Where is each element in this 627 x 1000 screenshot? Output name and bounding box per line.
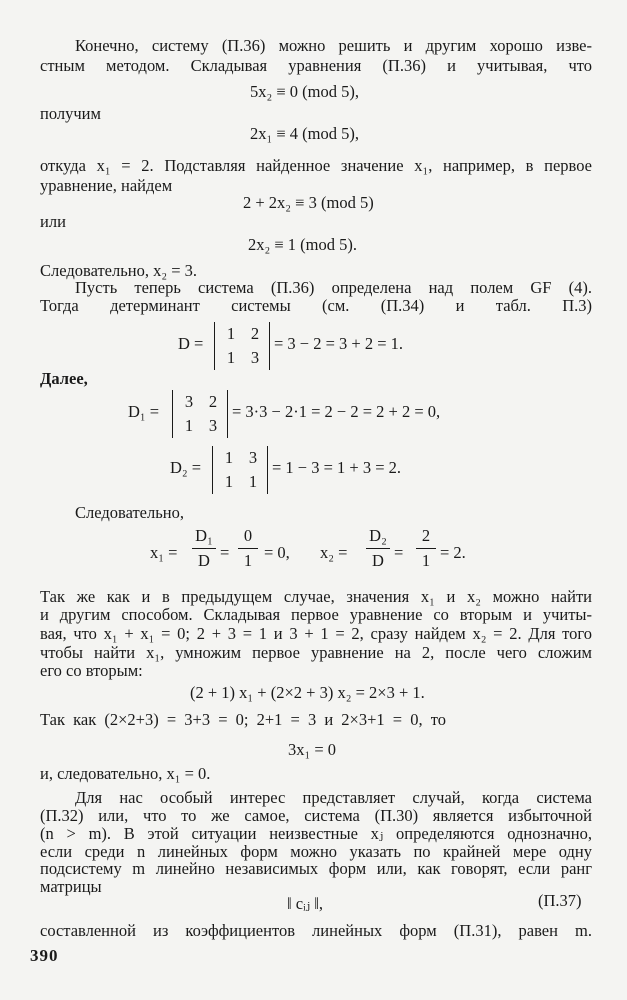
paragraph-line: Следовательно, <box>75 503 184 522</box>
det-label: D₁ = <box>128 402 160 421</box>
paragraph-line: (П.32) или, что то же самое, система (П.30) является избыточной <box>40 806 592 825</box>
det-result: = 3·3 − 2·1 = 2 − 2 = 2 + 2 = 0, <box>232 402 441 421</box>
paragraph-line: Так же как и в предыдущем случае, значения x₁ и x₂ можно найти <box>40 587 592 606</box>
det-cell: 2 <box>208 392 218 411</box>
fraction-bar <box>192 548 216 549</box>
x2-end: = 2. <box>440 543 466 562</box>
det-cell: 1 <box>224 472 234 491</box>
paragraph-line: подсистему m линейно независимых форм или, как говорят, если ранг <box>40 859 592 878</box>
det-result: = 1 − 3 = 1 + 3 = 2. <box>272 458 402 477</box>
paragraph-line: Тогда детерминант системы (см. (П.34) и табл. П.3) <box>40 296 592 315</box>
det-label: D₂ = <box>170 458 202 477</box>
paragraph-line: Так как (2×2+3) = 3+3 = 0; 2+1 = 3 и 2×3+1 = 0, то <box>40 710 446 729</box>
equation: 2x₂ ≡ 1 (mod 5). <box>248 235 358 254</box>
equation: (2 + 1) x₁ + (2×2 + 3) x₂ = 2×3 + 1. <box>190 683 425 702</box>
frac-num: 0 <box>243 526 253 545</box>
paragraph-line: откуда x₁ = 2. Подставляя найденное значение x₁, например, в первое <box>40 156 592 175</box>
frac-num: D₂ <box>369 526 387 545</box>
paragraph-line: Далее, <box>40 369 88 388</box>
frac-num: 2 <box>421 526 431 545</box>
equals: = <box>220 543 230 562</box>
determinant-D <box>214 322 270 370</box>
fraction-bar <box>416 548 436 549</box>
equation: 5x₂ ≡ 0 (mod 5), <box>250 82 360 101</box>
paragraph-line: (n > m). В этой ситуации неизвестные xⱼ определяются однозначно, <box>40 824 592 843</box>
det-cell: 1 <box>224 448 234 467</box>
paragraph-line: вая, что x₁ + x₁ = 0; 2 + 3 = 1 и 3 + 1 = 2, сразу найдем x₂ = 2. Для того <box>40 624 592 643</box>
paragraph-line: получим <box>40 104 101 123</box>
equation: 2x₁ ≡ 4 (mod 5), <box>250 124 360 143</box>
det-label: D = <box>178 334 204 353</box>
det-cell: 1 <box>248 472 258 491</box>
det-cell: 1 <box>226 348 236 367</box>
det-cell: 1 <box>226 324 236 343</box>
determinant-D2 <box>212 446 268 494</box>
determinant-D1 <box>172 390 228 438</box>
paragraph-line: и другим способом. Складывая первое уравнение со вторым и учиты- <box>40 605 592 624</box>
frac-den: D <box>198 551 210 570</box>
frac-num: D₁ <box>195 526 213 545</box>
paragraph-line: Конечно, систему (П.36) можно решить и другим хорошо изве- <box>75 36 592 55</box>
det-cell: 2 <box>250 324 260 343</box>
det-cell: 3 <box>250 348 260 367</box>
paragraph-line: уравнение, найдем <box>40 176 173 195</box>
fraction-bar <box>238 548 258 549</box>
equals: = <box>394 543 404 562</box>
frac-den: 1 <box>421 551 431 570</box>
frac-den: D <box>372 551 384 570</box>
paragraph-line: составленной из коэффициентов линейных форм (П.31), равен m. <box>40 921 592 940</box>
paragraph-line: Пусть теперь система (П.36) определена над полем GF (4). <box>75 278 592 297</box>
paragraph-line: Для нас особый интерес представляет случай, когда система <box>75 788 592 807</box>
det-cell: 1 <box>184 416 194 435</box>
paragraph-line: стным методом. Складывая уравнения (П.36) и учитывая, что <box>40 56 592 75</box>
equation: 3x₁ = 0 <box>288 740 337 759</box>
paragraph-line: или <box>40 212 66 231</box>
paragraph-line: если среди n линейных форм можно указать по крайней мере одну <box>40 842 592 861</box>
equation: ‖ cᵢⱼ ‖, <box>287 894 324 913</box>
det-cell: 3 <box>248 448 258 467</box>
equation: 2 + 2x₂ ≡ 3 (mod 5) <box>243 193 374 212</box>
x1-end: = 0, <box>264 543 290 562</box>
paragraph-line: его со вторым: <box>40 661 143 680</box>
paragraph-line: и, следовательно, x₁ = 0. <box>40 764 211 783</box>
paragraph-line: чтобы найти x₁, умножим первое уравнение на 2, после чего сложим <box>40 643 592 662</box>
frac-den: 1 <box>243 551 253 570</box>
det-result: = 3 − 2 = 3 + 2 = 1. <box>274 334 404 353</box>
fraction-bar <box>366 548 390 549</box>
page-number: 390 <box>30 946 59 965</box>
x2-lhs: x₂ = <box>320 543 348 562</box>
equation-number: (П.37) <box>538 891 582 910</box>
paragraph-line: матрицы <box>40 877 102 896</box>
paragraph-line: Следовательно, x₂ = 3. <box>40 261 198 280</box>
det-cell: 3 <box>208 416 218 435</box>
x1-lhs: x₁ = <box>150 543 178 562</box>
det-cell: 3 <box>184 392 194 411</box>
